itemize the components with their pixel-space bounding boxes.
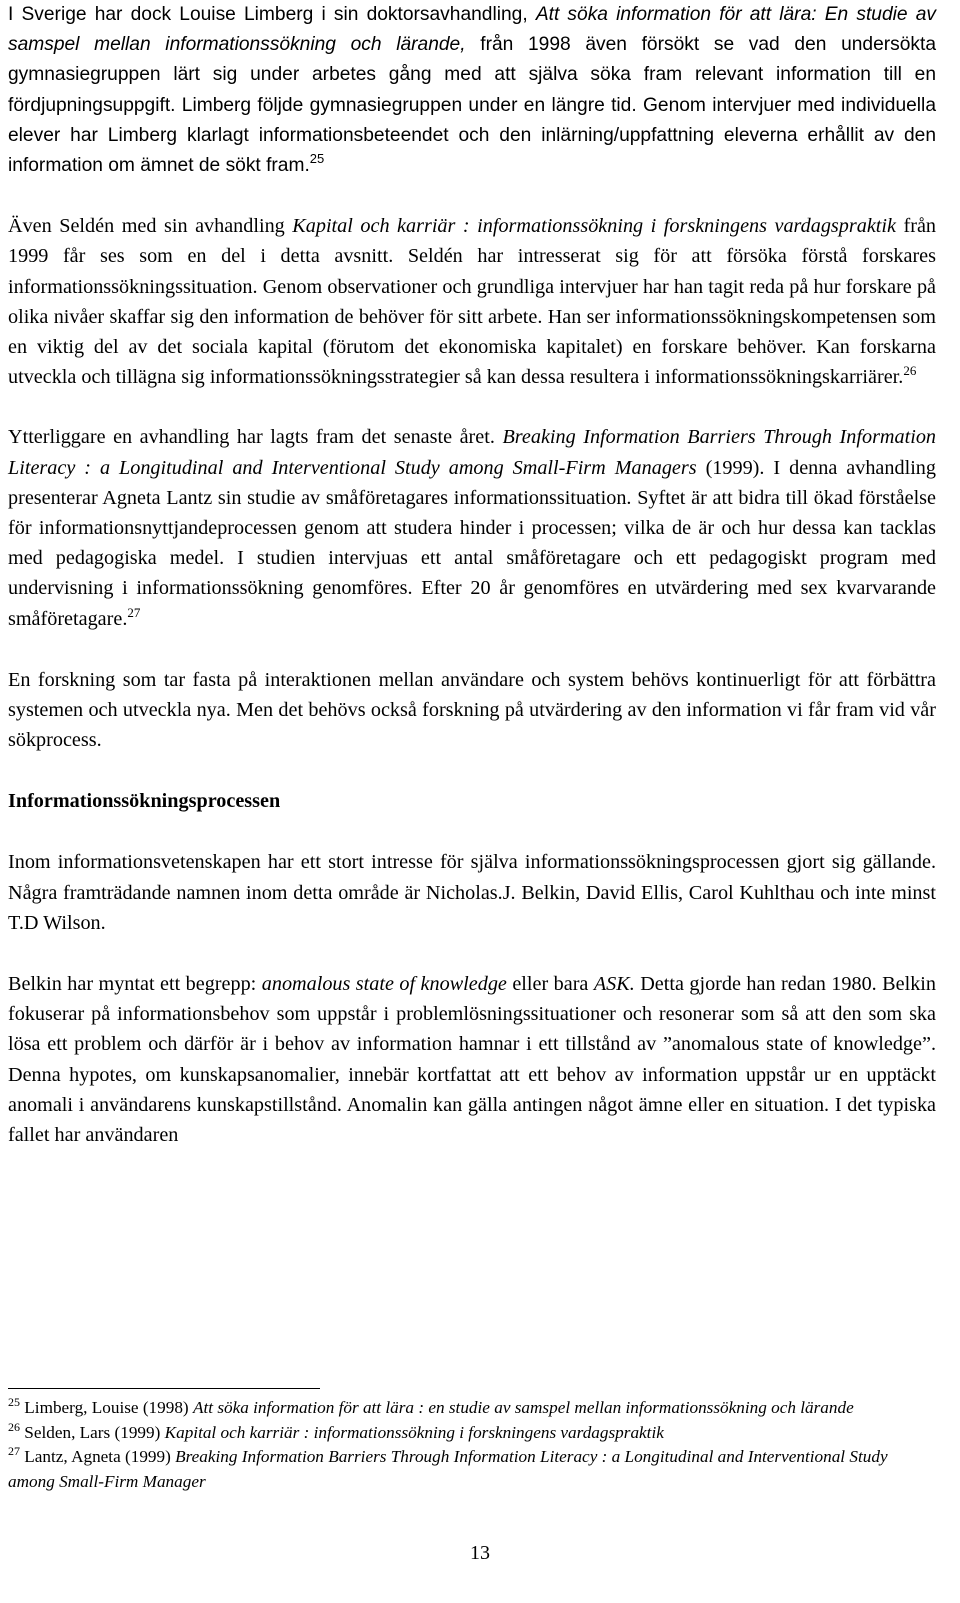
footnote-ref-25: 25 (309, 151, 325, 167)
footnote-26: $^{26}$ Selden, Lars (1999) Kapital och karriär : informationssökning i forskningens vardagspraktik (8, 1419, 664, 1442)
page-body (8, 0, 936, 1150)
section-heading: Informationssökningsprocessen (8, 790, 281, 813)
paragraph-lantz: Ytterliggare en avhandling har lagts fram det senaste året. Breaking Information Barriers Through Information Literacy : a Longitudinal and Interventional Study among Small-Firm Managers (1999). I denna avhandling presenterar Agneta Lantz sin studie av småföretagares informationssituation. Syftet är att bidra till ökad förståelse för informationsnyttjandeprocessen genom att studera hinder i processen; vilka de är och hur dessa kan tacklas med pedagogiska medel. I studien intervjuas ett antal småföretagare och ett pedagogiskt program med undervisning i informationssökning genomföres. Efter 20 år genomföres en utvärdering med sex kvarvarande småföretagare.$^{27}$ (8, 426, 937, 630)
paragraph-interaction: En forskning som tar fasta på interaktionen mellan användare och system behövs kontinuerligt för att förbättra systemen och utveckla nya. Men det behövs också forskning på utvärdering av den information vi får fram vid vår sökprocess. (8, 668, 936, 752)
thesis-title-limberg: Att söka information för att lära: En studie av samspel mellan informationssökning och lärande, (8, 4, 936, 56)
paragraph-selden: Även Seldén med sin avhandling Kapital och karriär : informationssökning i forskningens vardagspraktik från 1999 får ses som en del i detta avsnitt. Seldén har intresserat sig för att försöka förstå forskares informationssökningssituation. Genom observationer och grundliga intervjuer har han tagit reda på hur forskare på olika nivåer skaffar sig den information de behöver för sitt arbete. Han ser informationssökningskompetensen som en viktig del av det sociala kapital (förutom det ekonomiska kapitalet) en forskare behöver. Kan forskarna utveckla och tillägna sig informationssökningsstrategier så kan dessa resultera i informationssökningskarriärer.$^{26}$ (8, 215, 937, 389)
abbr-ask: ASK. (593, 973, 635, 996)
thesis-title-selden: Kapital och karriär : informationssökning i forskningens vardagspraktik (292, 215, 896, 238)
paragraph-limberg: I Sverige har dock Louise Limberg i sin doktorsavhandling, Att söka information för att lära: En studie av samspel mellan informationssökning och lärande, från 1998 även försökt se vad den undersökta gymnasiegruppen lärt sig under arbetes gång med att själva söka fram relevant information till en fördjupningsuppgift. Limberg följde gymnasiegruppen under en längre tid. Genom intervjuer med individuella elever har Limberg klarlagt informationsbeteendet och den inlärning/uppfattning eleverna erhållit av den information om ämnet de sökt fram.$^{25}$ (8, 4, 937, 177)
thesis-title-lantz: Breaking Information Barriers Through Information Literacy : a Longitudinal and Interventional Study among Small-Firm Managers (8, 426, 937, 479)
footnotes (8, 1396, 936, 1494)
footnote-ref-26: 26 (903, 363, 917, 379)
footnote-ref-27: 27 (127, 604, 141, 620)
footnote-separator (8, 1388, 320, 1389)
footnote-27: $^{27}$ Lantz, Agneta (1999) Breaking Information Barriers Through Information Literacy : a Longitudinal and Interventional Study among Small-Firm Manager (8, 1444, 888, 1491)
footnote-25: $^{25}$ Limberg, Louise (1998) Att söka information för att lära : en studie av samspel mellan informationssökning och lärande (8, 1395, 854, 1417)
paragraph-belkin: Belkin har myntat ett begrepp: anomalous state of knowledge eller bara ASK. Detta gjorde han redan 1980. Belkin fokuserar på informationsbehov som uppstår i problemlösningssituationer och resonerar som så att den som ska lösa ett problem och därför är i behov av information hamnar i ett tillstånd av ”anomalous state of knowledge”. Denna hypotes, om kunskapsanomalier, innebär kortfattat att ett behov av information uppstår ur en upptäckt anomali i användarens kunskapstillstånd. Anomalin kan gälla antingen något ämne eller en situation. I det typiska fallet har användaren (8, 973, 936, 1147)
page-number: 13 (470, 1542, 490, 1564)
term-ask: anomalous state of knowledge (261, 973, 507, 996)
paragraph-process-intro: Inom informationsvetenskapen har ett stort intresse för själva informationssökningsprocessen gjort sig gällande. Några framträdande namnen inom detta område är Nicholas.J. Belkin, David Ellis, Carol Kuhlthau och inte minst T.D Wilson. (8, 851, 936, 934)
